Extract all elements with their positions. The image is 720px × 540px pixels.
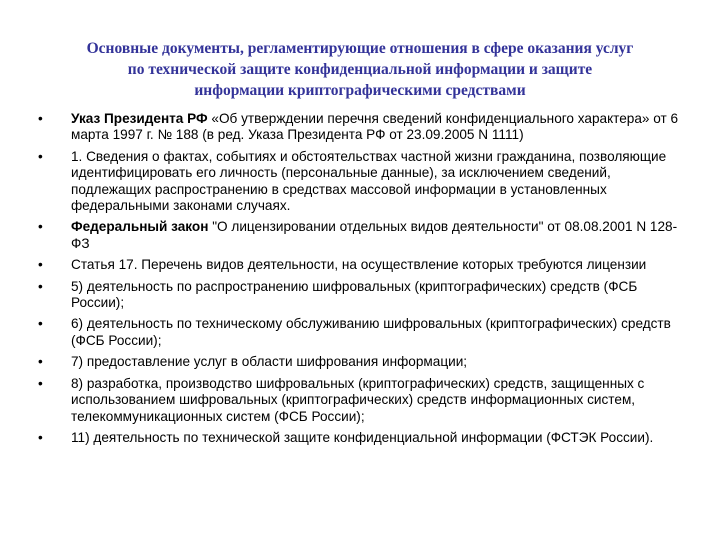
title-line-1: Основные документы, регламентирующие отношения в сфере оказания услуг xyxy=(86,40,634,57)
bullet-icon: • xyxy=(38,219,43,235)
list-item xyxy=(38,149,688,215)
bullet-icon: • xyxy=(38,375,43,391)
slide-title xyxy=(30,38,690,101)
item-text: 1. Сведения о фактах, событиях и обстоятельствах частной жизни гражданина, позволяющие идентифицировать его личность (персональные данные), за исключением сведений, подлежащих распространению в средствах массовой информации в установленных федеральными законами случаях. xyxy=(71,148,667,214)
list-item xyxy=(38,354,688,370)
bullet-icon: • xyxy=(38,354,43,370)
list-item xyxy=(38,376,688,425)
bullet-icon: • xyxy=(38,148,43,164)
list-item xyxy=(38,219,688,252)
bullet-icon: • xyxy=(38,257,43,273)
list-item xyxy=(38,430,688,446)
item-bold-text: Федеральный закон xyxy=(71,219,209,235)
title-line-3: информации криптографическими средствами xyxy=(194,82,526,99)
item-text: Статья 17. Перечень видов деятельности, на осуществление которых требуются лицензии xyxy=(71,257,647,273)
item-text: 6) деятельность по техническому обслуживанию шифровальных (криптографических) средств (ФСБ России); xyxy=(71,316,671,348)
item-text: 8) разработка, производство шифровальных (криптографических) средств, защищенных с использованием шифровальных (криптографических) средств информационных систем, телекоммуникационных систем (ФСБ России); xyxy=(71,375,645,424)
bullet-list xyxy=(38,111,688,451)
list-item xyxy=(38,257,688,273)
bullet-icon: • xyxy=(38,111,43,126)
item-bold-text: Указ Президента РФ xyxy=(71,111,208,126)
bullet-icon: • xyxy=(38,278,43,294)
item-text: 7) предоставление услуг в области шифрования информации; xyxy=(71,354,468,370)
item-text: "О лицензировании отдельных видов деятельности" от 08.08.2001 N 128-ФЗ xyxy=(71,219,678,251)
bullet-icon: • xyxy=(38,316,43,332)
bullet-icon: • xyxy=(38,429,43,445)
item-text: «Об утверждении перечня сведений конфиденциального характера» от 6 марта 1997 г. № 188 (в ред. Указа Президента РФ от 23.09.2005 N 1111) xyxy=(71,111,679,143)
list-item xyxy=(38,316,688,349)
title-line-2: по технической защите конфиденциальной информации и защите xyxy=(127,61,593,78)
list-item xyxy=(38,279,688,312)
item-text: 11) деятельность по технической защите конфиденциальной информации (ФСТЭК России). xyxy=(71,429,654,445)
list-item xyxy=(38,111,688,144)
item-text: 5) деятельность по распространению шифровальных (криптографических) средств (ФСБ России); xyxy=(71,278,638,311)
